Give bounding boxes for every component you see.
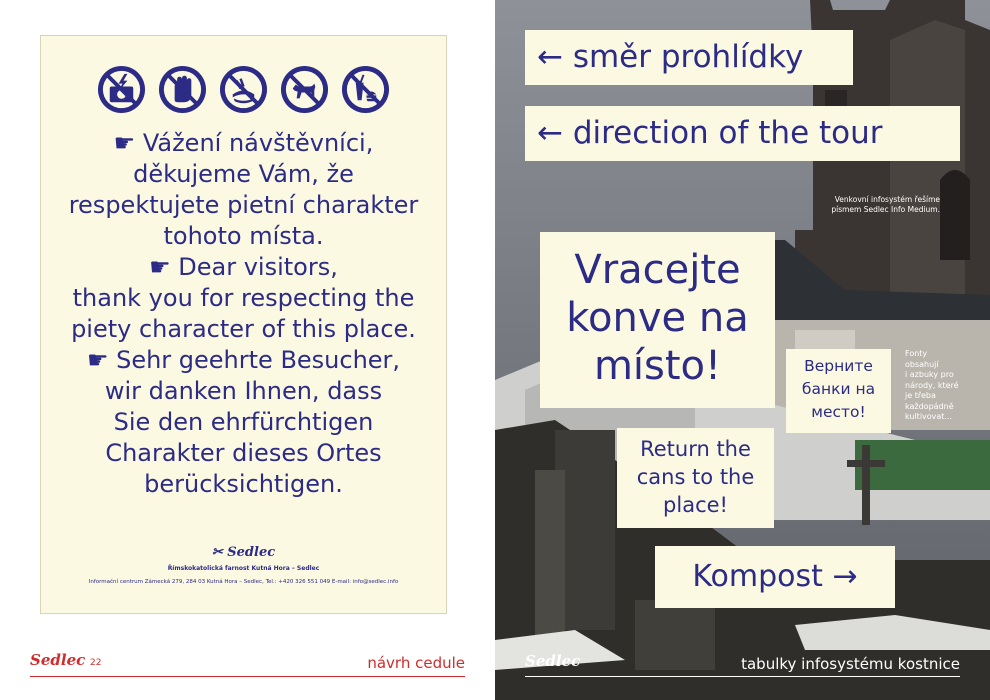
note-line: Fonty xyxy=(905,349,928,358)
no-touching-icon xyxy=(158,65,207,114)
sign-tour-direction-en: ← direction of the tour xyxy=(525,106,960,161)
caption-line: Venkovní infosystém řešíme xyxy=(834,195,940,204)
sign-line: Charakter dieses Ortes xyxy=(105,439,382,467)
note-line: národy, které xyxy=(905,380,959,390)
font-caption xyxy=(770,195,940,215)
sign-line: Sie den ehrfürchtigen xyxy=(113,408,374,436)
sign-line: konve na xyxy=(566,295,749,341)
page-logo: Sedlec xyxy=(525,652,581,670)
pictogram-row xyxy=(41,65,446,114)
footer-rule xyxy=(525,676,960,677)
contact-info: Informační centrum Zámecká 279, 284 03 Kutná Hora – Sedlec, Tel.: +420 326 551 049 E-mail: info@sedlec.info xyxy=(88,579,399,585)
footer-rule xyxy=(30,676,465,677)
sign-line: банки на xyxy=(801,380,876,398)
sign-message xyxy=(51,128,436,500)
sign-line: piety character of this place. xyxy=(71,315,416,343)
note-line: kultivovat... xyxy=(905,412,953,421)
no-flash-photography-icon xyxy=(97,65,146,114)
note-line: obsahují xyxy=(905,359,939,369)
no-dogs-icon xyxy=(280,65,329,114)
cyrillic-note xyxy=(905,349,985,423)
note-line: i azbuky pro xyxy=(905,370,954,379)
sign-line: Return the xyxy=(640,437,751,461)
note-line: je třeba xyxy=(905,391,936,400)
sign-line: místo! xyxy=(593,343,722,389)
sign-line: Vracejte xyxy=(574,247,741,293)
sign-design-card xyxy=(40,35,447,614)
sign-line: ☛ Vážení návštěvníci, xyxy=(113,129,374,157)
page-number: 22 xyxy=(90,658,102,668)
sign-line: thank you for respecting the xyxy=(72,284,415,312)
sign-line: ☛ Sehr geehrte Besucher, xyxy=(86,346,401,374)
parish-name: Římskokatolická farnost Kutná Hora – Sedlec xyxy=(167,565,320,572)
section-title: návrh cedule xyxy=(367,654,465,672)
sign-line: děkujeme Vám, že xyxy=(133,160,354,188)
sign-tour-direction-cz: ← směr prohlídky xyxy=(525,30,853,85)
sign-line: wir danken Ihnen, dass xyxy=(104,377,383,405)
section-title: tabulky infosystému kostnice xyxy=(741,655,960,673)
sign-footer xyxy=(41,545,446,585)
sign-line: ☛ Dear visitors, xyxy=(149,253,338,281)
caption-line: písmem Sedlec Info Medium. xyxy=(831,205,940,214)
sign-line: место! xyxy=(811,403,866,421)
right-page xyxy=(495,0,990,700)
sign-line: place! xyxy=(663,493,728,517)
no-food-drink-icon xyxy=(341,65,390,114)
sedlec-logo: ✂ Sedlec xyxy=(211,545,276,560)
sign-compost: Kompost → xyxy=(655,546,895,608)
sign-line: berücksichtigen. xyxy=(144,470,343,498)
sign-return-cans-en xyxy=(617,428,774,528)
page-logo: Sedlec xyxy=(30,651,86,669)
sign-line: Верните xyxy=(804,357,873,375)
sign-line: tohoto místa. xyxy=(163,222,324,250)
sign-line: cans to the xyxy=(636,465,755,489)
sign-line: respektujete pietní charakter xyxy=(68,191,419,219)
note-line: každopádně xyxy=(905,401,954,411)
sign-return-cans-ru xyxy=(786,349,891,433)
sign-return-cans-cz xyxy=(540,232,775,408)
no-eating-icon xyxy=(219,65,268,114)
